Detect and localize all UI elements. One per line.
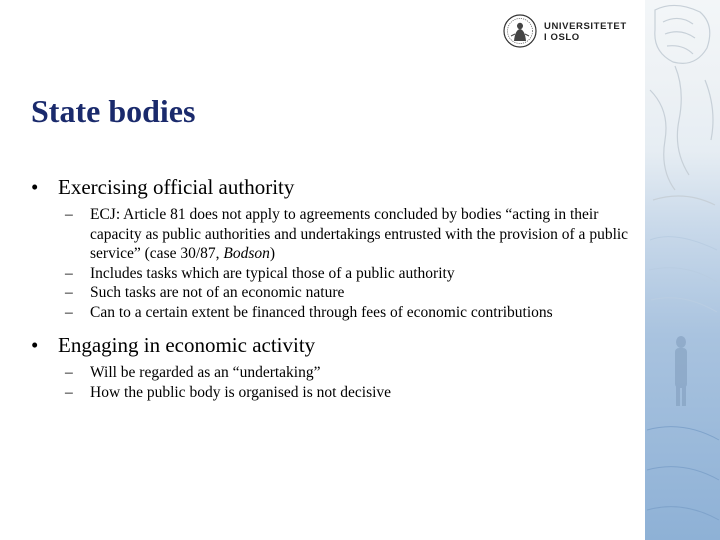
subitem-text: Can to a certain extent be financed through fees of economic contributions: [90, 303, 553, 321]
dash-symbol: –: [65, 303, 73, 321]
decorative-side-art: [645, 0, 720, 540]
subitem-text-end: ): [269, 245, 276, 262]
subitem-list-official-authority: [31, 205, 631, 322]
subitem-text: Such tasks are not of an economic nature: [90, 284, 345, 301]
university-name-line1: UNIVERSITETET: [544, 21, 627, 32]
statue-illustration: [645, 0, 720, 540]
subitem-text: Includes tasks which are typical those of a public authority: [90, 264, 455, 282]
subitem-ecj-article-81: [31, 205, 631, 264]
university-logo: [503, 14, 633, 50]
dash-symbol: –: [65, 264, 73, 282]
bullet-text: Engaging in economic activity: [58, 333, 316, 357]
dash-symbol: –: [65, 206, 73, 223]
subitem-undertaking: [31, 363, 631, 383]
bullet-official-authority: [31, 174, 631, 200]
slide-title: State bodies: [31, 93, 196, 129]
case-name: Bodson: [223, 245, 270, 262]
university-name: [544, 21, 627, 43]
university-name-line2: I OSLO: [544, 32, 580, 43]
slide-content: [31, 174, 631, 412]
bullet-text: Exercising official authority: [58, 175, 295, 199]
university-seal-icon: [503, 14, 537, 48]
subitem-text: ECJ: Article 81 does not apply to agreements concluded by bodies “acting in their capacity as public authorities and undertakings entrusted with the provision of a public service” (case 30/87,: [90, 206, 629, 262]
subitem-financed-by-fees: [31, 303, 631, 323]
bullet-symbol: •: [31, 175, 39, 199]
bullet-economic-activity: [31, 332, 631, 358]
subitem-list-economic-activity: [31, 363, 631, 402]
subitem-organisation: [31, 383, 631, 403]
subitem-text: How the public body is organised is not decisive: [90, 383, 392, 401]
dash-symbol: –: [65, 284, 73, 301]
dash-symbol: –: [65, 364, 73, 381]
subitem-typical-tasks: [31, 264, 631, 284]
subitem-not-economic: [31, 283, 631, 303]
dash-symbol: –: [65, 383, 73, 401]
subitem-text: Will be regarded as an “undertaking”: [90, 364, 321, 381]
bullet-symbol: •: [31, 333, 39, 357]
